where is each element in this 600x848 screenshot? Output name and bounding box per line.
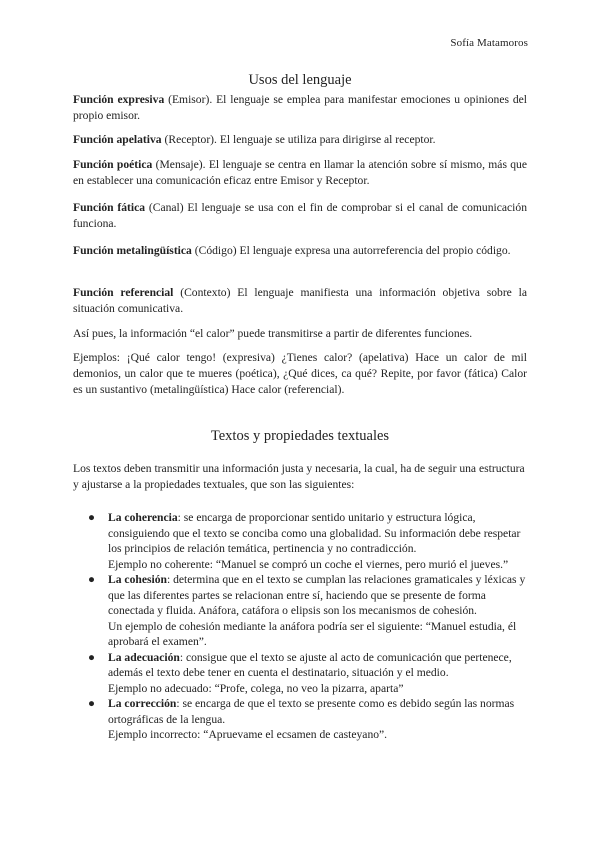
property-example: Ejemplo incorrecto: “Apruevame el ecsamen de casteyano”. — [108, 728, 388, 741]
property-text: : consigue que el texto se ajuste al acto de comunicación que pertenece, además el texto debe tener en cuenta el destinatario, situación y el medio. — [108, 650, 512, 679]
function-referencial — [73, 285, 527, 317]
property-name: La corrección — [108, 697, 177, 710]
property-text: : se encarga de proporcionar sentido unitario y estructura lógica, consiguiendo que el texto se conciba como una globalidad. Su información debe respetar los principios de relación temática, pertinencia y no contradicción. — [108, 511, 521, 555]
function-text: (Código) El lenguaje expresa una autorreferencia del propio código. — [191, 244, 511, 257]
function-name: Función apelativa — [73, 133, 162, 146]
function-poetica — [73, 157, 527, 189]
bullet-icon: ● — [88, 511, 96, 524]
list-item-cohesion — [73, 572, 527, 650]
section-title-textos: Textos y propiedades textuales — [210, 428, 390, 444]
list-item-adecuacion — [73, 650, 527, 697]
examples-paragraph: Ejemplos: ¡Qué calor tengo! (expresiva) ¿Tienes calor? (apelativa) Hace un calor de mil demonios, un calor que te mueres (poética), ¿Qué dices, ca qué? Repite, por favor (fática) Calor es un sustantivo (metalingüística) Hace calor (referencial). — [73, 351, 527, 396]
property-name: La adecuación — [108, 650, 180, 664]
property-name: La coherencia — [108, 511, 178, 524]
property-example: Un ejemplo de cohesión mediante la anáfora podría ser el siguiente: “Manuel estudia, él aprobará el examen”. — [108, 619, 517, 648]
function-expresiva — [73, 92, 527, 124]
bullet-icon: ● — [88, 573, 96, 586]
function-name: Función fática — [73, 201, 146, 214]
function-name: Función expresiva — [73, 93, 165, 106]
property-example: Ejemplo no coherente: “Manuel se compró un coche el viernes, pero murió el jueves.” — [108, 557, 509, 571]
function-fatica — [73, 200, 527, 232]
function-name: Función metalingüística — [73, 244, 192, 257]
function-name: Función poética — [73, 158, 153, 171]
list-item-coherencia — [73, 510, 527, 572]
function-text: (Receptor). El lenguaje se utiliza para dirigirse al receptor. — [161, 133, 436, 146]
function-text: (Contexto) El lenguaje manifiesta una información objetiva sobre la situación comunicativa. — [73, 286, 527, 315]
function-metalinguistica — [73, 243, 527, 259]
function-text: (Canal) El lenguaje se usa con el fin de comprobar si el canal de comunicación funciona. — [73, 201, 527, 230]
section-title-usos: Usos del lenguaje — [248, 72, 352, 88]
property-text: : se encarga de que el texto se presente como es debido según las normas ortográficas de la lengua. — [108, 697, 515, 726]
property-text: : determina que en el texto se cumplan las relaciones gramaticales y léxicas y que las diferentes partes se relacionan entre sí, haciendo que se presente de forma conectada y fluida. Anáfora, catáfora o elipsis son los mecanismos de cohesión. — [108, 573, 526, 617]
bullet-icon: ● — [88, 697, 96, 710]
bullet-icon: ● — [88, 650, 96, 664]
property-example: Ejemplo no adecuado: “Profe, colega, no veo la pizarra, aparta” — [108, 681, 404, 695]
function-name: Función referencial — [73, 286, 174, 299]
properties-list — [73, 510, 527, 743]
list-item-correccion — [73, 696, 527, 743]
intro-paragraph: Los textos deben transmitir una información justa y necesaria, la cual, ha de seguir una estructura y ajustarse a la propiedades textuales, que son las siguientes: — [73, 462, 525, 491]
author-name: Sofía Matamoros — [450, 37, 528, 49]
function-text: (Mensaje). El lenguaje se centra en llamar la atención sobre sí mismo, más que en establecer una comunicación eficaz entre Emisor y Receptor. — [73, 158, 527, 187]
function-text: (Emisor). El lenguaje se emplea para manifestar emociones u opiniones del propio emisor. — [73, 93, 527, 122]
property-name: La cohesión — [108, 573, 167, 586]
summary-paragraph: Así pues, la información “el calor” puede transmitirse a partir de diferentes funciones. — [73, 327, 473, 340]
function-apelativa — [73, 132, 527, 148]
